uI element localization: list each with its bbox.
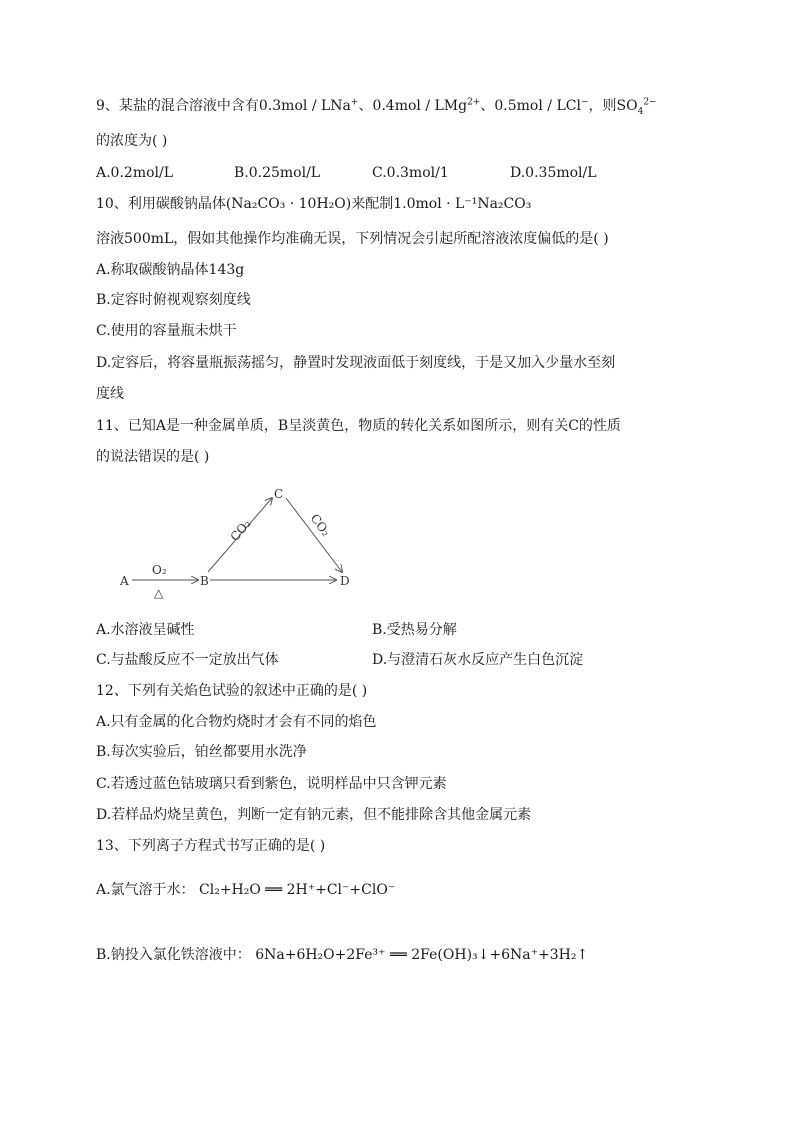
q9-option-b: B.0.25mol/L	[234, 165, 321, 181]
node-b: B	[200, 574, 209, 588]
label-co2-right: CO₂	[307, 511, 334, 539]
q10-option-c: C.使用的容量瓶未烘干	[96, 323, 237, 339]
q9-conc-mg: 0.4mol / LMg$^{2+}$	[372, 97, 481, 114]
node-a: A	[120, 574, 129, 588]
q9-stem-cont: 的浓度为( )	[96, 133, 168, 149]
q10-concentration: 1.0mol · L⁻¹Na₂CO₃	[393, 196, 532, 212]
q12-stem: 12、下列有关焰色试验的叙述中正确的是( )	[96, 683, 368, 699]
q10-stem-cont: 溶液500mL，假如其他操作均准确无误，下列情况会引起所配溶液浓度偏低的是( )	[96, 231, 609, 247]
conversion-diagram	[96, 476, 376, 612]
label-o2: O₂	[152, 563, 167, 577]
q13-option-b: B.钠投入氯化铁溶液中： 6Na+6H₂O+2Fe³⁺ ══ 2Fe(OH)₃↓+6Na⁺+3H₂↑	[96, 947, 589, 963]
q11-option-c: C.与盐酸反应不一定放出气体	[96, 652, 279, 668]
q12-option-b: B.每次实验后，铂丝都要用水洗净	[96, 744, 307, 760]
q9-option-a: A.0.2mol/L	[96, 165, 174, 181]
arrow-c-to-d	[286, 498, 342, 572]
node-d: D	[340, 574, 350, 588]
q10-stem: 10、利用碳酸钠晶体(Na₂CO₃ · 10H₂O)来配制1.0mol · L⁻¹Na₂CO₃	[96, 196, 532, 212]
q9-conc-na: 0.3mol / LNa+	[258, 97, 359, 114]
conversion-diagram-svg	[96, 476, 376, 612]
q10-option-a: A.称取碳酸钠晶体143g	[96, 262, 245, 278]
q12-option-d: D.若样品灼烧呈黄色，判断一定有钠元素，但不能排除含其他金属元素	[96, 807, 532, 823]
q10-crystal-formula: (Na₂CO₃ · 10H₂O)	[225, 196, 352, 212]
q13-option-a-equation: Cl₂+H₂O ══ 2H⁺+Cl⁻+ClO⁻	[199, 882, 396, 898]
node-c: C	[274, 487, 284, 501]
q9-sulfate: $SO_4^{2-}$	[616, 97, 657, 117]
q10-option-b: B.定容时俯视观察刻度线	[96, 292, 251, 308]
q10-option-d-cont: 度线	[96, 386, 124, 402]
q9-option-c: C.0.3mol/1	[372, 165, 449, 181]
q13-option-a: A.氯气溶于水： Cl₂+H₂O ══ 2H⁺+Cl⁻+ClO⁻	[96, 882, 396, 898]
q13-stem: 13、下列离子方程式书写正确的是( )	[96, 838, 326, 854]
heat-symbol: △	[154, 586, 164, 600]
q11-stem: 11、已知A是一种金属单质，B呈淡黄色，物质的转化关系如图所示，则有关C的性质	[96, 418, 621, 434]
q9-stem: 9、某盐的混合溶液中含有0.3mol / LNa+、0.4mol / LMg$^{2+}$、0.5mol / LCl−，则$SO_4^{2-}$	[96, 97, 657, 117]
q11-option-d: D.与澄清石灰水反应产生白色沉淀	[372, 652, 584, 668]
q10-option-d: D.定容后，将容量瓶振荡摇匀，静置时发现液面低于刻度线，于是又加入少量水至刻	[96, 355, 616, 371]
q13-option-b-equation: 6Na+6H₂O+2Fe³⁺ ══ 2Fe(OH)₃↓+6Na⁺+3H₂↑	[255, 947, 589, 963]
q9-option-d: D.0.35mol/L	[510, 165, 597, 181]
q11-stem-cont: 的说法错误的是( )	[96, 449, 210, 465]
q11-option-b: B.受热易分解	[372, 622, 457, 638]
q9-conc-cl: 0.5mol / LCl−	[494, 97, 589, 114]
q12-option-c: C.若透过蓝色钴玻璃只看到紫色，说明样品中只含钾元素	[96, 776, 447, 792]
q12-option-a: A.只有金属的化合物灼烧时才会有不同的焰色	[96, 714, 377, 730]
q11-option-a: A.水溶液呈碱性	[96, 622, 195, 638]
q9-stem-text: 9、某盐的混合溶液中含有	[96, 98, 259, 114]
label-co2-left: CO₂	[227, 516, 254, 544]
